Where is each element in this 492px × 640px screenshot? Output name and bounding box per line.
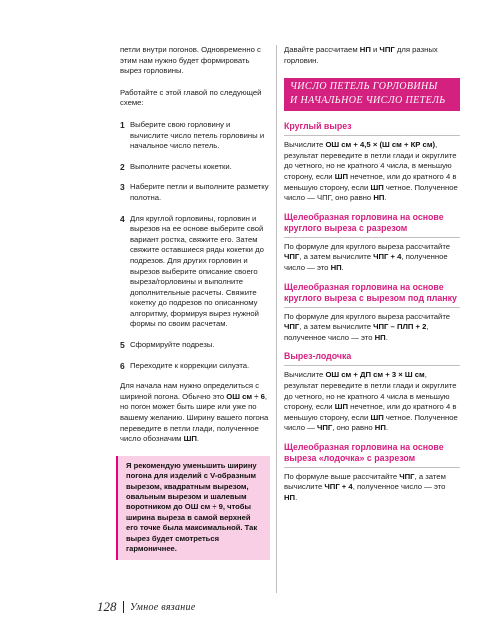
step-item xyxy=(120,361,270,372)
section-heading-round: Круглый вырез xyxy=(284,121,460,136)
step-item xyxy=(120,214,270,331)
left-intro: петли внутри погонов. Одновременно с этим нам нужно будет формировать вырез горловины. xyxy=(120,45,261,76)
text-run: . xyxy=(341,262,344,272)
left-lead: Работайте с этой главой по следующей схеме: xyxy=(120,87,262,108)
text-run: четное. Полученное число — ЧПГ, оно равно xyxy=(284,182,458,203)
chapter-heading xyxy=(284,78,460,111)
text-run: для разных горловин. xyxy=(284,45,438,65)
text-run: , полученное число — это xyxy=(284,322,429,342)
text-run: нечетное, или до кратного 4 в меньшую сторону, если xyxy=(284,402,457,422)
section-heading-boat: Вырез-лодочка xyxy=(284,351,460,366)
abbr-chpg: ЧПГ xyxy=(284,252,300,262)
step-item xyxy=(120,120,270,152)
text-run: , оно равно xyxy=(332,423,373,433)
abbr-chpg: ЧПГ xyxy=(399,471,415,481)
abbr-shp: ШП xyxy=(370,412,384,422)
formula-slit: ЧПГ + 4 xyxy=(373,252,402,262)
left-column xyxy=(120,45,270,560)
text-run: , но погон может быть шире или уже по вашему желанию. Ширину вашего погона переведите в петли глади, полученное число обозначим xyxy=(120,391,269,444)
section-heading-placket: Щелеобразная горловина на основе круглого выреза с вырезом под планку xyxy=(284,282,460,308)
page-number: 128 xyxy=(97,599,117,614)
chapter-title xyxy=(284,78,460,111)
abbr-np: НП xyxy=(284,493,296,503)
text-run: . xyxy=(385,423,388,433)
text-run: , полученное число — это xyxy=(352,482,446,492)
formula-boat-slit: ЧПГ + 4 xyxy=(324,482,353,492)
text-run: . xyxy=(295,493,298,503)
formula-boat: ОШ см + ДП см + 3 × Ш см xyxy=(325,370,425,380)
text-run: Давайте рассчитаем xyxy=(284,45,358,54)
section-heading-boat-slit: Щелеобразная горловина на основе выреза «лодочка» с разрезом xyxy=(284,442,460,468)
text-run: , полученное число — это xyxy=(284,252,448,272)
abbr-shp: ШП xyxy=(334,171,348,181)
text-run: , а затем вычислите xyxy=(299,252,371,262)
text-run: По формуле для круглого выреза рассчитайте xyxy=(284,241,451,251)
step-text: Выполните расчеты кокетки. xyxy=(130,161,232,171)
text-run: , а затем вычислите xyxy=(284,471,446,492)
book-title: Умное вязание xyxy=(130,601,196,613)
section-body-boat-slit xyxy=(284,472,460,504)
step-number: 1 xyxy=(120,119,125,130)
step-number: 6 xyxy=(120,360,125,371)
column-divider xyxy=(276,45,277,593)
abbr-shp: ШП xyxy=(370,182,384,192)
step-number: 2 xyxy=(120,161,125,172)
tip-callout-text: Я рекомендую уменьшить ширину погона для изделий с V-образным вырезом, квадратным вырезом, овальным вырезом и шалевым воротником до ОШ см ÷ 9, чтобы ширина выреза в самой верхней его точке была максимальной. Так вырез будет смотреться гармоничнее. xyxy=(126,460,258,554)
formula-round: ОШ см + 4,5 × (Ш см + КР см) xyxy=(325,140,436,150)
section-body-round xyxy=(284,140,460,204)
chapter-title-line-1: ЧИСЛО ПЕТЕЛЬ ГОРЛОВИНЫ xyxy=(290,81,438,93)
abbr-np: НП xyxy=(373,193,385,203)
abbr-np: НП xyxy=(374,332,386,342)
steps-list xyxy=(120,120,270,371)
section-heading-slit: Щелеобразная горловина на основе круглого выреза с разрезом xyxy=(284,212,460,238)
abbr-np: НП xyxy=(330,262,342,272)
text-run: Для начала нам нужно определиться с шириной погона. Обычно это xyxy=(120,381,260,401)
formula-placket: ЧПГ – ПЛП + 2 xyxy=(373,322,427,332)
text-run: По формуле выше рассчитайте xyxy=(284,471,398,481)
section-body-placket xyxy=(284,312,460,344)
section-body-boat xyxy=(284,370,460,434)
abbr-chpg: ЧПГ xyxy=(284,322,300,332)
step-text: Наберите петли и выполните разметку полотна. xyxy=(130,182,269,202)
step-number: 3 xyxy=(120,182,125,193)
text-run: . xyxy=(384,193,387,203)
abbr-shp: ШП xyxy=(183,434,197,444)
text-run: четное. Полученное число — xyxy=(284,412,458,433)
step-text: Сформируйте подрезы. xyxy=(130,340,215,350)
step-text: Для круглой горловины, горловин и вырезов на ее основе выберите свой вариант ростка, свяжите его. Затем свяжите оставшиеся ряды кокетки до подрезов. Для других горловин и вырезов выберите описание своего выреза/горловины и выполните дополнительные расчеты. Свяжите кокетку до подрезов по описанному алгоритму, формируя вырез нужной формы по своим расчетам. xyxy=(130,213,264,329)
text-run: и xyxy=(372,45,378,54)
abbr-chpg: ЧПГ xyxy=(316,423,333,433)
right-column xyxy=(284,45,460,512)
tip-callout xyxy=(116,456,270,561)
step-text: Выберите свою горловину и вычислите число петель горловины и начальное число петель. xyxy=(130,119,265,151)
page-footer xyxy=(97,599,196,615)
text-run: , результат переведите в петли глади и округлите до четного, но не кратного 4 числа, в меньшую сторону, если xyxy=(284,140,457,181)
text-run: По формуле для круглого выреза рассчитайте xyxy=(284,311,451,321)
step-number: 4 xyxy=(120,213,125,224)
text-run: Вычислите xyxy=(284,370,324,380)
text-run: , а затем вычислите xyxy=(299,322,371,332)
text-run: нечетное, или до кратного 4 в меньшую сторону, если xyxy=(284,171,457,192)
footer-separator xyxy=(123,601,125,613)
text-run: . xyxy=(385,332,388,342)
chapter-title-line-2: И НАЧАЛЬНОЕ ЧИСЛО ПЕТЕЛЬ xyxy=(290,95,446,107)
right-intro xyxy=(284,45,460,66)
abbr-np: НП xyxy=(359,45,371,54)
abbr-np: НП xyxy=(374,423,386,433)
shoulder-strap-paragraph xyxy=(120,381,270,445)
step-item xyxy=(120,340,270,351)
step-text: Переходите к коррекции силуэта. xyxy=(130,360,250,370)
section-body-slit xyxy=(284,242,460,274)
step-item xyxy=(120,182,270,203)
step-item xyxy=(120,162,270,173)
text-run: , результат переведите в петли глади и округлите до четного, но не кратного 4 числа в меньшую сторону, если xyxy=(284,370,457,412)
text-run: Вычислите xyxy=(284,140,324,150)
formula-strap-width: ОШ см ÷ 6 xyxy=(226,391,265,401)
text-run: . xyxy=(196,434,200,444)
abbr-chpg: ЧПГ xyxy=(379,45,395,54)
abbr-shp: ШП xyxy=(334,402,348,412)
step-number: 5 xyxy=(120,340,125,351)
